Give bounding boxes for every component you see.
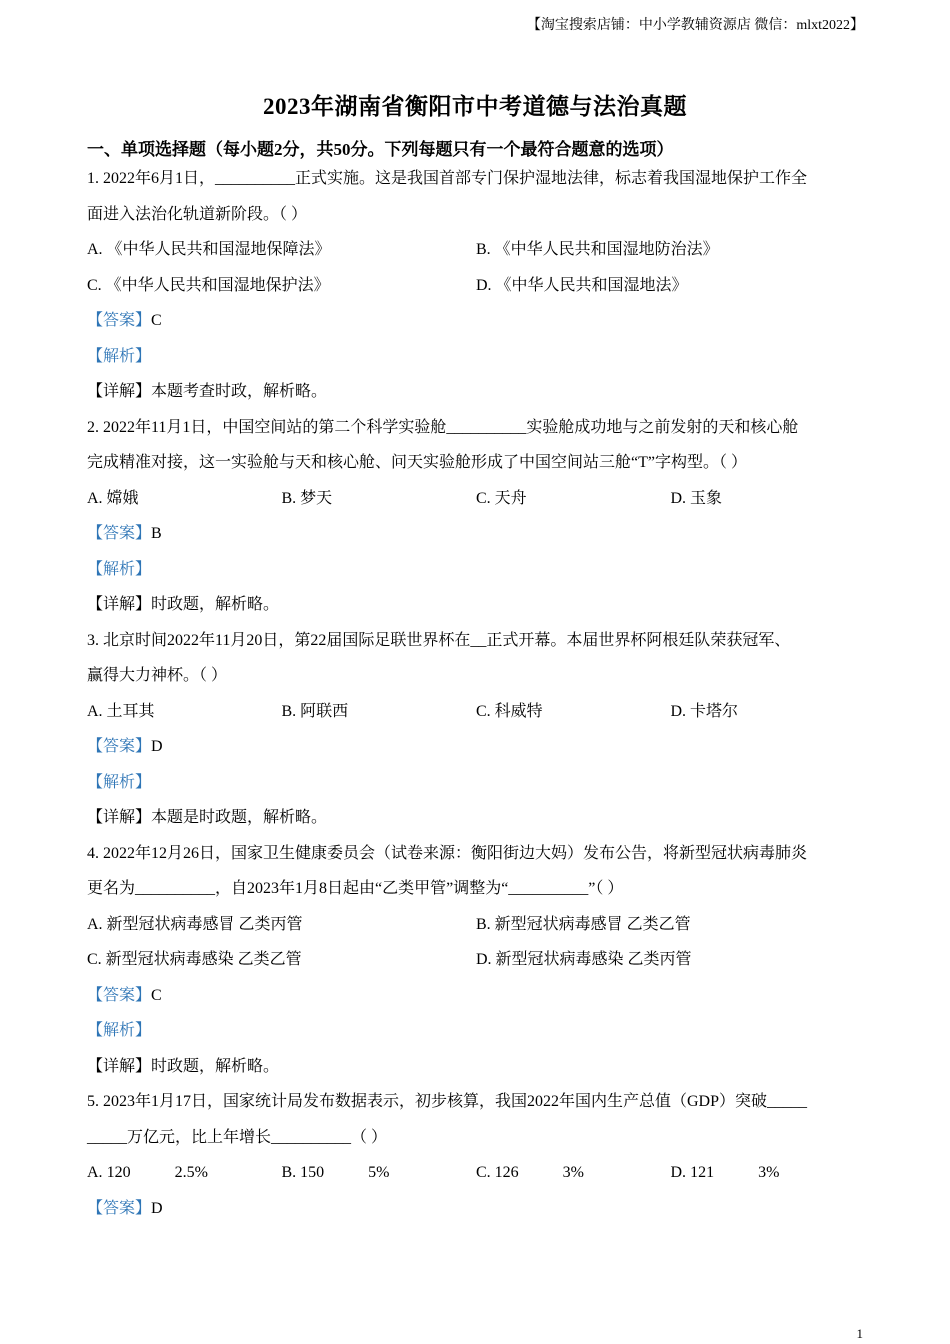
question-4-options-row-1: [87, 907, 867, 943]
question-2-analysis: [87, 552, 867, 588]
question-4-analysis: [87, 1013, 867, 1049]
analysis-label: 【解析】: [87, 773, 152, 791]
question-5-option-c: [476, 1155, 671, 1191]
question-1-option-a: A. 《中华人民共和国湿地保障法》: [87, 241, 331, 258]
header-note: 【淘宝搜索店铺：中小学教辅资源店 微信：mlxt2022】: [526, 18, 864, 33]
answer-value: C: [151, 312, 162, 329]
question-1-answer: [87, 303, 867, 339]
question-2-option-d: D. 玉象: [670, 489, 723, 507]
document-title: 2023年湖南省衡阳市中考道德与法治真题: [263, 94, 687, 119]
question-5-stem-line-1: 5. 2023年1月17日，国家统计局发布数据表示，初步核算，我国2022年国内生产总值（GDP）突破_____: [87, 1093, 808, 1110]
question-3-analysis: [87, 765, 867, 801]
question-3-option-a: A. 土耳其: [87, 702, 155, 720]
question-2-stem-line-2: 完成精准对接，这一实验舱与天和核心舱、问天实验舱形成了中国空间站三舱“T”字构型。（ ）: [87, 454, 747, 471]
section-heading: 一、单项选择题（每小题2分，共50分。下列每题只有一个最符合题意的选项）: [87, 140, 674, 159]
option-value-2: 3%: [562, 1164, 584, 1181]
question-4-detail: [87, 1049, 867, 1085]
question-3-options: [87, 694, 867, 730]
question-2-answer: [87, 516, 867, 552]
option-letter: A.: [87, 1164, 103, 1181]
option-value-2: 3%: [758, 1164, 780, 1181]
page-number: 1: [856, 1326, 863, 1341]
analysis-label: 【解析】: [87, 560, 152, 578]
detail-label: 【详解】: [87, 383, 152, 400]
answer-value: D: [151, 738, 163, 755]
question-1-option-d: D. 《中华人民共和国湿地法》: [476, 276, 688, 294]
option-value-1: 126: [494, 1164, 519, 1181]
question-4-option-b: B. 新型冠状病毒感冒 乙类乙管: [476, 915, 691, 933]
question-1-stem-line-2: 面进入法治化轨道新阶段。（ ）: [87, 205, 308, 223]
detail-text: 本题考查时政，解析略。: [151, 383, 328, 400]
question-3-stem-line-2: 赢得大力神杯。（ ）: [87, 667, 228, 684]
detail-label: 【详解】: [87, 809, 152, 826]
detail-label: 【详解】: [87, 596, 152, 613]
answer-label: 【答案】: [87, 312, 152, 329]
question-4-option-c: C. 新型冠状病毒感染 乙类乙管: [87, 951, 302, 968]
question-1-stem-line-1: 1. 2022年6月1日，__________正式实施。这是我国首部专门保护湿地法律，标志着我国湿地保护工作全: [87, 170, 808, 187]
question-1-option-c: C. 《中华人民共和国湿地保护法》: [87, 276, 330, 294]
question-1-options-row-2: [87, 268, 867, 304]
detail-text: 本题是时政题，解析略。: [151, 809, 328, 826]
question-5-answer: [87, 1191, 867, 1227]
option-letter: D.: [670, 1164, 687, 1181]
answer-label: 【答案】: [87, 738, 152, 755]
option-letter: C.: [476, 1164, 491, 1181]
question-1-option-b: B. 《中华人民共和国湿地防治法》: [476, 241, 719, 258]
question-2-detail: [87, 587, 867, 623]
question-3-option-b: B. 阿联西: [281, 702, 349, 720]
analysis-label: 【解析】: [87, 1022, 152, 1039]
question-3-stem-line-1: 3. 北京时间2022年11月20日，第22届国际足联世界杯在__正式开幕。本届世界杯阿根廷队荣获冠军、: [87, 631, 791, 649]
analysis-label: 【解析】: [87, 347, 152, 365]
question-4-stem-line-1: 4. 2022年12月26日，国家卫生健康委员会（试卷来源：衡阳街边大妈）发布公告，将新型冠状病毒肺炎: [87, 844, 808, 862]
question-5-stem-line-2: _____万亿元，比上年增长__________（ ）: [87, 1128, 388, 1146]
answer-value: C: [151, 986, 162, 1004]
question-2-option-a: A. 嫦娥: [87, 489, 139, 507]
answer-label: 【答案】: [87, 986, 152, 1004]
option-value-1: 120: [106, 1164, 131, 1181]
option-value-1: 121: [690, 1164, 715, 1181]
question-5-option-d: [671, 1155, 866, 1191]
detail-label: 【详解】: [87, 1057, 152, 1075]
question-4-options-row-2: [87, 942, 867, 978]
question-2-option-c: C. 天舟: [476, 489, 527, 507]
question-3-detail: [87, 800, 867, 836]
question-3-option-d: D. 卡塔尔: [670, 702, 739, 720]
question-4-answer: [87, 978, 867, 1014]
question-3-answer: [87, 729, 867, 765]
question-2-stem-line-1: 2. 2022年11月1日，中国空间站的第二个科学实验舱__________实验舱成功地与之前发射的天和核心舱: [87, 418, 799, 436]
question-4-stem-line-2: 更名为__________，自2023年1月8日起由“乙类甲管”调整为“__________”（ ）: [87, 880, 624, 897]
answer-label: 【答案】: [87, 1199, 152, 1217]
answer-value: B: [151, 525, 162, 542]
detail-text: 时政题，解析略。: [151, 1057, 280, 1075]
question-1-options-row-1: [87, 232, 867, 268]
question-2-option-b: B. 梦天: [281, 489, 333, 507]
question-4-option-a: A. 新型冠状病毒感冒 乙类丙管: [87, 915, 303, 933]
question-1-analysis: [87, 339, 867, 375]
answer-label: 【答案】: [87, 525, 152, 542]
answer-value: D: [151, 1199, 163, 1217]
question-5-option-a: [87, 1155, 282, 1191]
option-value-1: 150: [300, 1164, 325, 1181]
question-1-detail: [87, 374, 867, 410]
question-2-options: [87, 481, 867, 517]
question-4-option-d: D. 新型冠状病毒感染 乙类丙管: [476, 951, 692, 968]
question-3-option-c: C. 科威特: [476, 702, 543, 720]
option-value-2: 2.5%: [174, 1164, 208, 1181]
option-letter: B.: [281, 1164, 297, 1181]
question-5-option-b: [282, 1155, 477, 1191]
questions-content: [87, 161, 867, 1226]
question-5-options: [87, 1155, 867, 1191]
detail-text: 时政题，解析略。: [151, 596, 280, 613]
option-value-2: 5%: [368, 1164, 390, 1181]
